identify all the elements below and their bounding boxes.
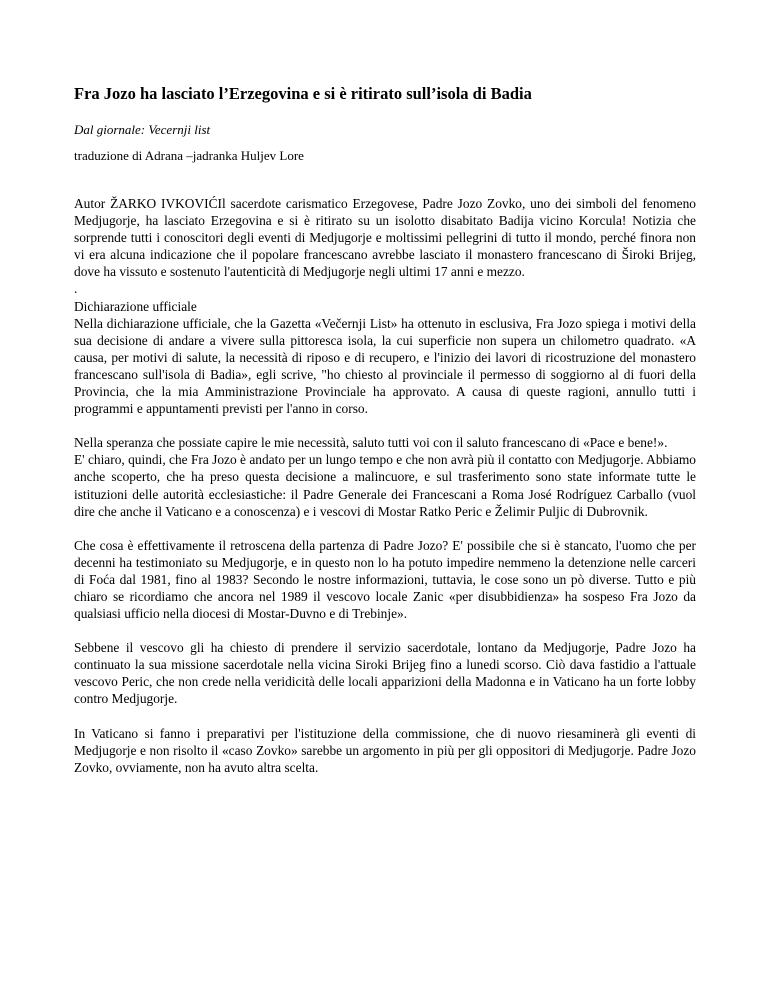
paragraph-greeting: Nella speranza che possiate capire le mie necessità, saluto tutti voi con il saluto francescano di «Pace e bene!».: [74, 435, 668, 451]
article-source: Dal giornale: Vecernji list: [74, 122, 211, 137]
article-translator: traduzione di Adrana –jadranka Huljev Lore: [74, 148, 304, 163]
paragraph-vatican: In Vaticano si fanno i preparativi per l'istituzione della commissione, che di nuovo riesaminerà gli eventi di Medjugorje e non risolto il «caso Zovko» sarebbe un argomento in più per gli oppositori di Medjugorje. Padre Jozo Zovko, ovviamente, non ha avuto altra scelta.: [74, 725, 696, 775]
article-text: [74, 195, 696, 776]
paragraph-bishop: Sebbene il vescovo gli ha chiesto di prendere il servizio sacerdotale, lontano da Medjugorje, Padre Jozo ha continuato la sua missione sacerdotale nella vicina Siroki Brijeg fino a lunedi scorso. Ciò dava fastidio a l'attuale vescovo Peric, che non crede nella veridicità delle locali apparizioni della Madonna e in Vaticano ha un forte lobby contro Medjugorje.: [74, 640, 696, 707]
paragraph-departure: E' chiaro, quindi, che Fra Jozo è andato per un lungo tempo e che non avrà più il contatto con Medjugorje. Abbiamo anche scoperto, che ha preso questa decisione a malincuore, e sul trasferimento sono state informate tutte le istituzioni delle autorità ecclesiastiche: il Padre Generale dei Francescani a Roma José Rodríguez Carballo (vuol dire che anche il Vaticano e a conoscenza) e i vescovi di Mostar Ratko Peric e Želimir Puljic di Dubrovnik.: [74, 452, 696, 519]
section-heading: Dichiarazione ufficiale: [74, 298, 197, 314]
paragraph-intro: Autor ŽARKO IVKOVIĆIl sacerdote carismatico Erzegovese, Padre Jozo Zovko, uno dei simboli del fenomeno Medjugorje, ha lasciato Erzegovina e si è ritirato su un isolotto disabitato Badija vicino Korcula! Notizia che sorprende tutti i conoscitori degli eventi di Medjugorje e moltissimi pellegrini di tutto il mondo, perché finora non vi era alcuna indicazione che il popolare francescano avrebbe lasciato il monastero francescano di Široki Brijeg, dove ha vissuto e sostenuto l'autenticità di Medjugorje negli ultimi 17 anni e mezzo.: [74, 196, 696, 280]
paragraph-background: Che cosa è effettivamente il retroscena della partenza di Padre Jozo? E' possibile che si è stancato, l'uomo che per decenni ha testimoniato su Medjugorje, e in questo non lo ha potuto impedire nemmeno la detenzione nelle carceri di Foća dal 1981, fino al 1983? Secondo le nostre informazioni, tuttavia, le cose sono un pò diverse. Tutto e più chiaro se ricordiamo che ancora nel 1989 il vescovo locale Zanic «per disubbidienza» ha sospeso Fra Jozo da qualsiasi ufficio nella diocesi di Mostar-Duvno e di Trebinje».: [74, 537, 696, 622]
article-title: Fra Jozo ha lasciato l’Erzegovina e si è ritirato sull’isola di Badia: [74, 84, 532, 103]
paragraph-separator: .: [74, 281, 78, 297]
paragraph-declaration: Nella dichiarazione ufficiale, che la Gazetta «Večernji List» ha ottenuto in esclusiva, Fra Jozo spiega i motivi della sua decisione di andare a vivere sulla pittoresca isola, la cui superficie non supera un chilometro quadrato. «A causa, per motivi di salute, la necessità di riposo e di recupero, e l'inizio dei lavori di ricostruzione del monastero francescano sull'isola di Badia», egli scrive, "ho chiesto al provinciale il permesso di soggiorno al di fuori della Provincia, che la mia Amministrazione Provinciale ha approvato. A causa di queste ragioni, annullo tutti i programmi e appuntamenti previsti per l'anno in corso.: [74, 315, 696, 417]
